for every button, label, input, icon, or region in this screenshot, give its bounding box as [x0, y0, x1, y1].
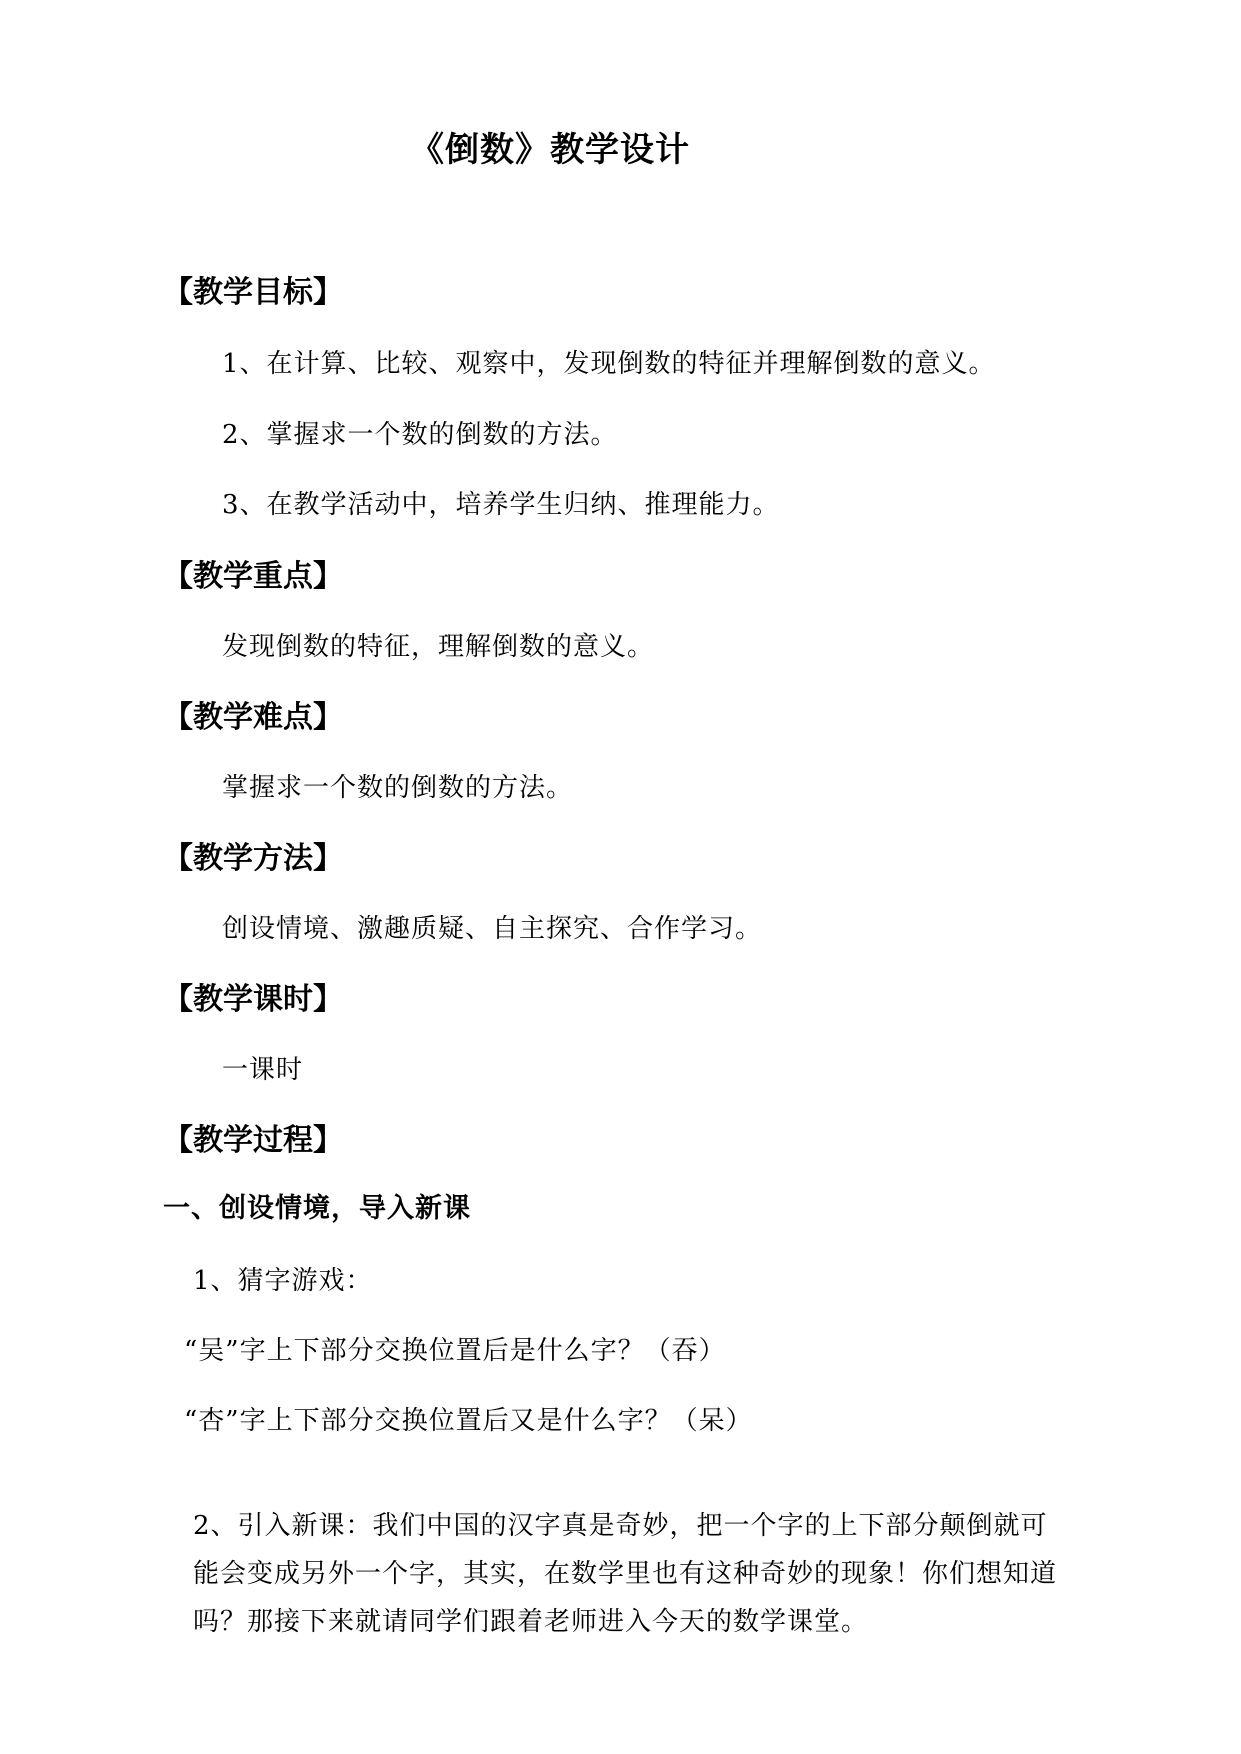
document-title: 《倒数》教学设计 [410, 130, 690, 170]
key-points-heading: 【教学重点】 [163, 559, 343, 594]
class-hours-heading: 【教学课时】 [163, 982, 343, 1017]
key-points-text: 发现倒数的特征，理解倒数的意义。 [222, 632, 655, 662]
process-part-one-heading: 一、创设情境，导入新课 [163, 1193, 471, 1224]
process-heading: 【教学过程】 [163, 1123, 343, 1158]
methods-heading: 【教学方法】 [163, 841, 343, 876]
objectives-heading: 【教学目标】 [163, 275, 343, 310]
process-step-2-line-2: 能会变成另外一个字，其实，在数学里也有这种奇妙的现象！你们想知道 [193, 1559, 1058, 1589]
class-hours-text: 一课时 [222, 1055, 304, 1085]
process-step-1: 1、猜字游戏： [193, 1266, 373, 1296]
process-step-2-line-3: 吗？那接下来就请同学们跟着老师进入今天的数学课堂。 [193, 1607, 869, 1637]
objective-item-2: 2、掌握求一个数的倒数的方法。 [222, 420, 618, 450]
guess-question-2: “杏”字上下部分交换位置后又是什么字？（呆） [184, 1406, 753, 1436]
methods-text: 创设情境、激趣质疑、自主探究、合作学习。 [222, 914, 763, 944]
guess-question-1: “吴”字上下部分交换位置后是什么字？（吞） [184, 1336, 726, 1366]
difficulties-text: 掌握求一个数的倒数的方法。 [222, 773, 574, 803]
objective-item-3: 3、在教学活动中，培养学生归纳、推理能力。 [222, 490, 780, 520]
process-step-2-line-1: 2、引入新课：我们中国的汉字真是奇妙，把一个字的上下部分颠倒就可 [193, 1511, 1048, 1541]
difficulties-heading: 【教学难点】 [163, 700, 343, 735]
process-step-2-paragraph [193, 1502, 1123, 1646]
objective-item-1: 1、在计算、比较、观察中，发现倒数的特征并理解倒数的意义。 [222, 349, 996, 379]
